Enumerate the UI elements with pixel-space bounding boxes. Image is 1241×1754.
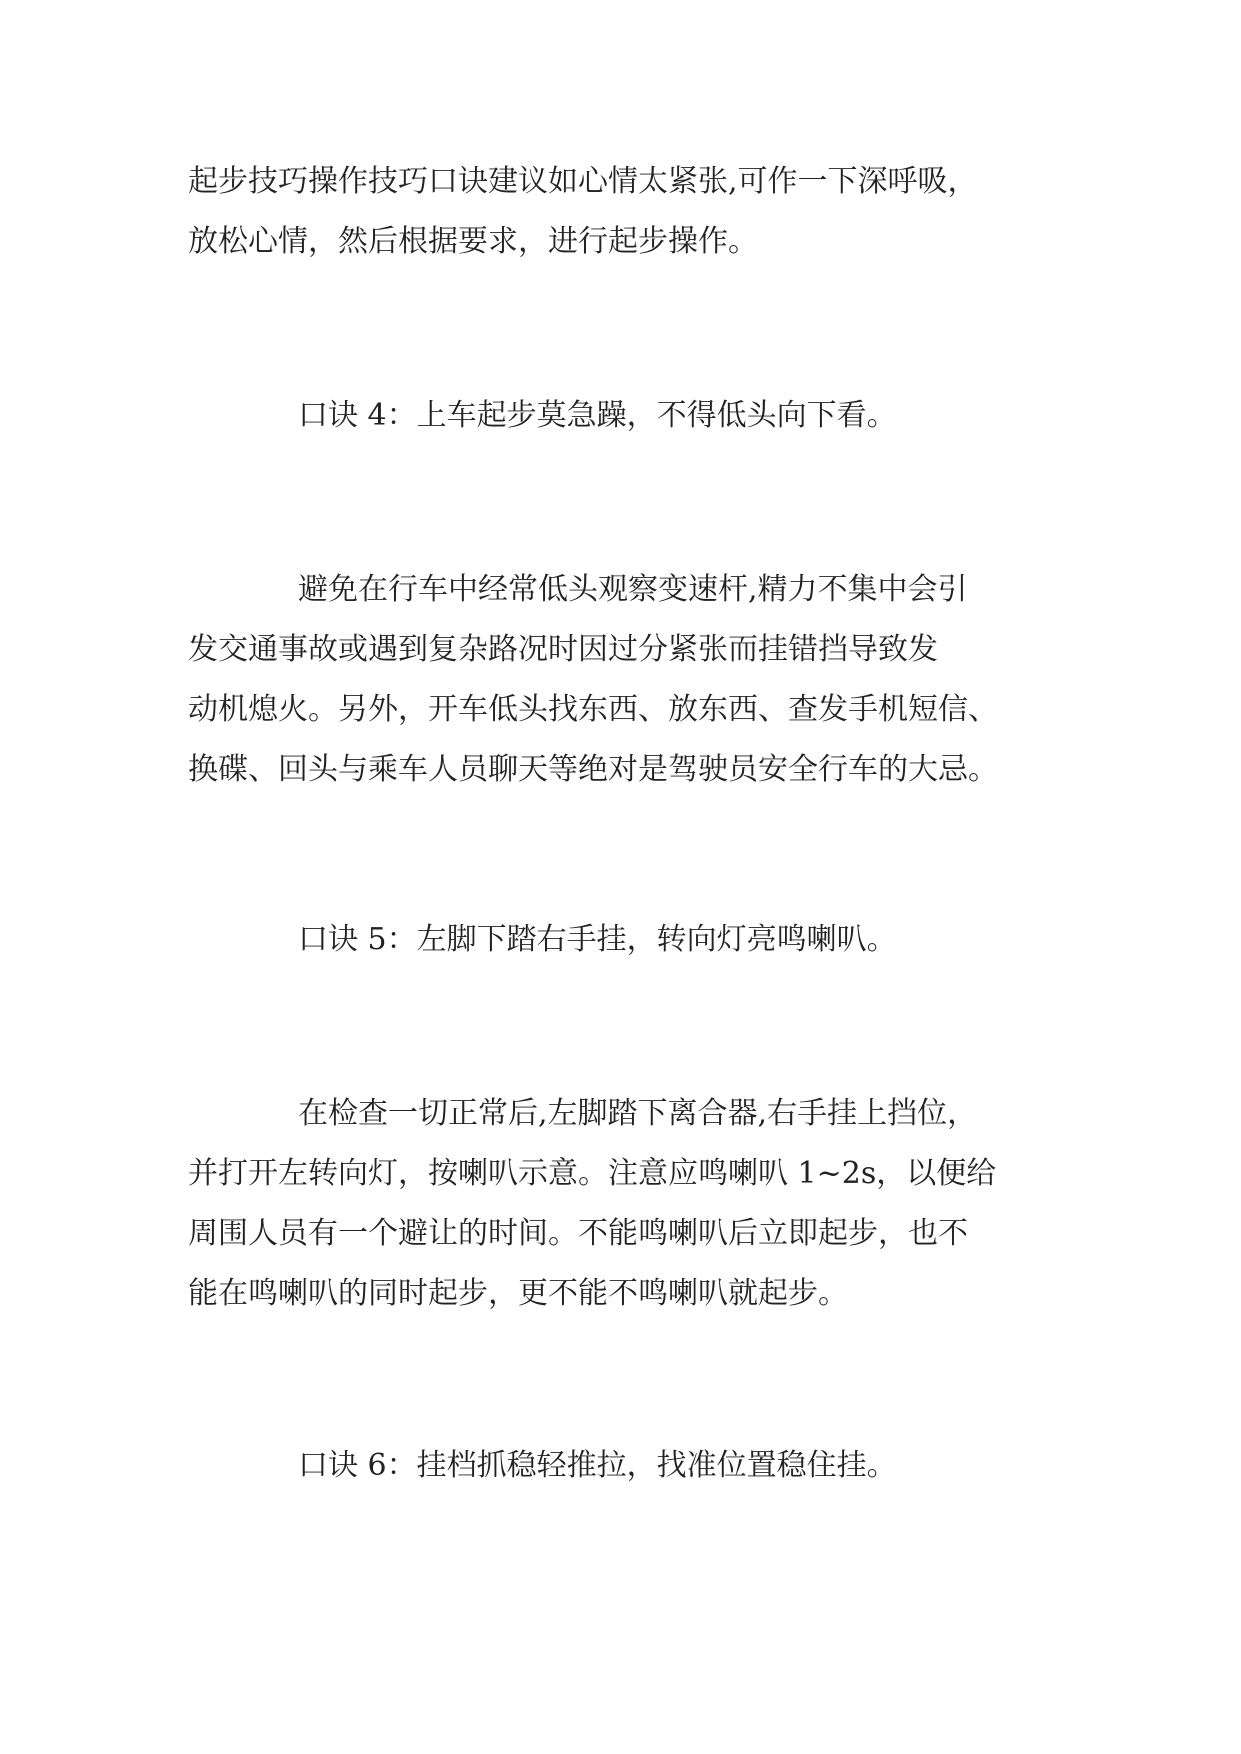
paragraph-intro-line-2: 放松心情，然后根据要求，进行起步操作。 — [188, 224, 758, 259]
paragraph-rhyme-5-line-1: 在检查一切正常后,左脚踏下离合器,右手挂上挡位， — [298, 1096, 978, 1131]
paragraph-rhyme-5-line-2: 并打开左转向灯，按喇叭示意。注意应鸣喇叭 1~2s，以便给 — [188, 1156, 997, 1191]
heading-rhyme-4: 口诀 4：上车起步莫急躁，不得低头向下看。 — [298, 398, 897, 433]
heading-rhyme-5: 口诀 5：左脚下踏右手挂，转向灯亮鸣喇叭。 — [298, 922, 897, 957]
paragraph-rhyme-4-line-2: 发交通事故或遇到复杂路况时因过分紧张而挂错挡导致发 — [188, 632, 938, 667]
heading-rhyme-6: 口诀 6：挂档抓稳轻推拉，找准位置稳住挂。 — [298, 1448, 897, 1483]
paragraph-rhyme-4-line-3: 动机熄火。另外，开车低头找东西、放东西、查发手机短信、 — [188, 692, 998, 727]
paragraph-intro-line-1: 起步技巧操作技巧口诀建议如心情太紧张,可作一下深呼吸， — [188, 164, 978, 199]
paragraph-rhyme-5-line-3: 周围人员有一个避让的时间。不能鸣喇叭后立即起步，也不 — [188, 1216, 968, 1251]
paragraph-rhyme-5-line-4: 能在鸣喇叭的同时起步，更不能不鸣喇叭就起步。 — [188, 1276, 848, 1311]
paragraph-rhyme-4-line-1: 避免在行车中经常低头观察变速杆,精力不集中会引 — [298, 572, 968, 607]
paragraph-rhyme-4-line-4: 换碟、回头与乘车人员聊天等绝对是驾驶员安全行车的大忌。 — [188, 752, 998, 787]
